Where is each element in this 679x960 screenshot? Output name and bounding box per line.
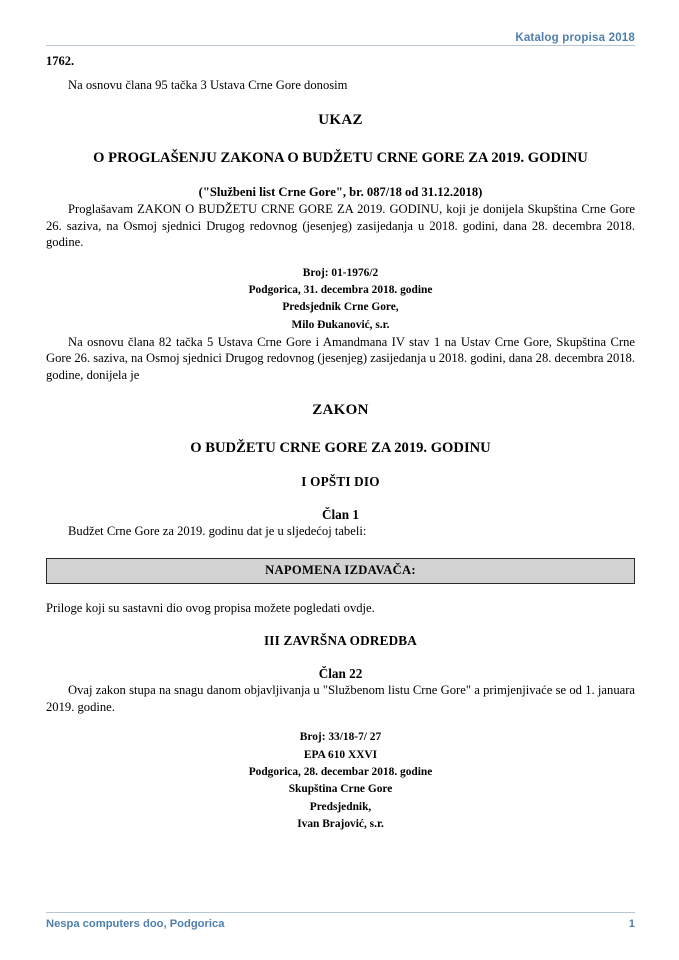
decree-heading: UKAZ xyxy=(318,112,363,129)
signature-line: Milo Đukanović, s.r. xyxy=(291,318,390,331)
signature-line: Skupština Crne Gore xyxy=(288,783,393,796)
signature-line: Predsjednik Crne Gore, xyxy=(282,301,399,314)
footer-publisher: Nespa computers doo, Podgorica xyxy=(46,918,225,930)
assembly-paragraph: Na osnovu člana 82 tačka 5 Ustava Crne Gore i Amandmana IV stav 1 na Ustav Crne Gore, Skupština Crne Gore 26. saziva, na Osmoj sjednici Drugog redovnog (jesenjeg) zasijedanja u 2018. godini, dana 28. decembra 2018. godine, donijela je xyxy=(46,334,635,382)
part-one-heading: I OPŠTI DIO xyxy=(301,474,380,490)
page-footer xyxy=(46,912,635,932)
page-header xyxy=(46,28,635,46)
signature-line: Broj: 33/18-7/ 27 xyxy=(299,731,382,744)
assembly-signature-block xyxy=(46,729,635,833)
article-1-text: Budžet Crne Gore za 2019. godinu dat je u sljedećoj tabeli: xyxy=(68,524,367,539)
footer-divider xyxy=(46,912,635,913)
promulgation-paragraph: Proglašavam ZAKON O BUDŽETU CRNE GORE ZA 2019. GODINU, koji je donijela Skupština Crne Gore 26. saziva, na Osmoj sjednici Drugog redovnog (jesenjeg) zasijedanja u 2018. godini, dana 28. decembra 2018. godine. xyxy=(46,202,635,250)
header-catalog-title: Katalog propisa 2018 xyxy=(515,32,635,44)
president-signature-block xyxy=(46,265,635,334)
document-number: 1762. xyxy=(46,54,75,68)
article-22-text: Ovaj zakon stupa na snagu danom objavljivanja u "Službenom listu Crne Gore" a primjenjivaće se od 1. januara 2019. godine. xyxy=(46,683,635,714)
gazette-reference: ("Službeni list Crne Gore", br. 087/18 od 31.12.2018) xyxy=(198,185,483,200)
law-subject-heading: O BUDŽETU CRNE GORE ZA 2019. GODINU xyxy=(190,440,491,457)
signature-line: Ivan Brajović, s.r. xyxy=(297,817,384,830)
document-content xyxy=(46,54,635,833)
header-divider xyxy=(46,45,635,46)
editor-note-text: Priloge koji su sastavni dio ovog propisa možete pogledati ovdje. xyxy=(46,600,375,615)
signature-line: Podgorica, 28. decembar 2018. godine xyxy=(248,766,433,778)
law-heading: ZAKON xyxy=(312,402,369,419)
article-1-heading: Član 1 xyxy=(321,506,359,522)
part-three-heading: III ZAVRŠNA ODREDBA xyxy=(263,633,418,649)
signature-line: Broj: 01-1976/2 xyxy=(302,266,379,279)
footer-page-number: 1 xyxy=(628,918,635,930)
decree-subject-heading: O PROGLAŠENJU ZAKONA O BUDŽETU CRNE GORE ZA 2019. GODINU xyxy=(93,150,588,167)
signature-line: Predsjednik, xyxy=(309,800,372,813)
article-22-heading: Član 22 xyxy=(318,665,363,681)
signature-line: EPA 610 XXVI xyxy=(303,748,378,761)
editor-note-banner: NAPOMENA IZDAVAČA: xyxy=(46,558,635,584)
signature-line: Podgorica, 31. decembra 2018. godine xyxy=(248,283,433,296)
intro-paragraph: Na osnovu člana 95 tačka 3 Ustava Crne Gore donosim xyxy=(68,78,348,92)
